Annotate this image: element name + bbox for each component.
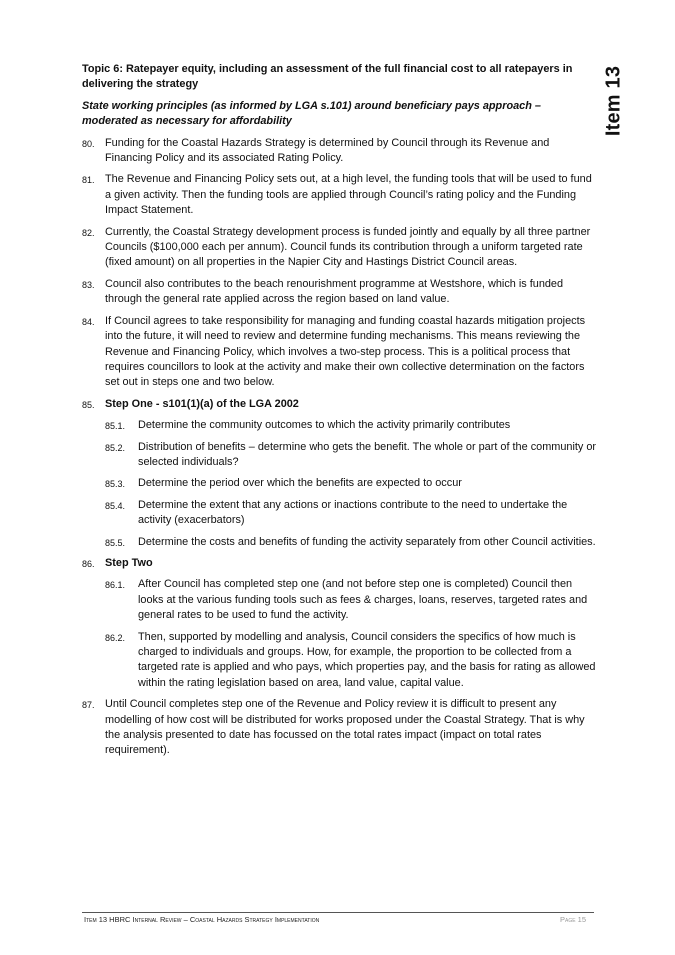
- paragraph-number: 85.2.: [105, 442, 126, 453]
- paragraph-text: Funding for the Coastal Hazards Strategy is determined by Council through its Revenue and Financing Policy and its associated Rating Policy.: [105, 136, 550, 165]
- paragraph-number: 86.2.: [105, 632, 126, 643]
- paragraph-text: Determine the period over which the benefits are expected to occur: [138, 477, 462, 490]
- paragraph-text: Currently, the Coastal Strategy development process is funded jointly and equally by all three partner Councils ($100,000 each per annum). Council funds its contribution through a uniform targeted rate (fixed amount) on all properties in the Napier City and Hastings District Council areas.: [105, 225, 591, 269]
- paragraph-85-4: [82, 498, 597, 529]
- item-side-tab-label: Item 13: [602, 65, 625, 137]
- paragraph-number: 86.: [82, 558, 95, 569]
- paragraph-85-2: [82, 440, 597, 471]
- paragraph-number: 85.4.: [105, 500, 126, 511]
- paragraph-86-1: [82, 577, 597, 623]
- paragraph-85-5: [82, 535, 597, 550]
- paragraph-text: Until Council completes step one of the Revenue and Policy review it is difficult to present any modelling of how cost will be distributed for works proposed under the Coastal Strategy. That is why the analysis presented to date has focussed on the total rates impact (impact on total rates requirement).: [105, 698, 585, 757]
- paragraph-84: [82, 314, 597, 391]
- topic-heading: Topic 6: Ratepayer equity, including an assessment of the full financial cost to all ratepayers in delivering the strategy: [82, 63, 573, 91]
- step-one-heading: Step One - s101(1)(a) of the LGA 2002: [105, 397, 299, 410]
- paragraph-number: 84.: [82, 316, 95, 327]
- paragraph-text: After Council has completed step one (and not before step one is completed) Council then looks at the various funding tools such as fees & charges, loans, reserves, targeted rates and general rates to be used to fund the activity.: [138, 578, 588, 622]
- paragraph-number: 85.5.: [105, 537, 126, 548]
- paragraph-number: 83.: [82, 279, 95, 290]
- paragraph-number: 86.1.: [105, 580, 126, 591]
- paragraph-80: [82, 136, 597, 167]
- paragraph-number: 80.: [82, 138, 95, 149]
- paragraph-85-3: [82, 476, 597, 491]
- paragraph-81: [82, 172, 597, 218]
- paragraph-86-2: [82, 630, 597, 692]
- paragraph-number: 81.: [82, 175, 95, 186]
- paragraph-number: 85.3.: [105, 479, 126, 490]
- topic-subheading: State working principles (as informed by LGA s.101) around beneficiary pays approach – moderated as necessary for affordability: [82, 99, 541, 128]
- document-body: [82, 62, 597, 765]
- paragraph-text: The Revenue and Financing Policy sets out, at a high level, the funding tools that will be used to fund a given activity. Then the funding tools are applied through Council’s rating policy and the Funding Impact Statement.: [105, 173, 592, 217]
- step-two-heading: Step Two: [105, 556, 153, 569]
- paragraph-text: Distribution of benefits – determine who gets the benefit. The whole or part of the community or selected individuals?: [138, 440, 597, 468]
- paragraph-text: If Council agrees to take responsibility for managing and funding coastal hazards mitigation projects into the future, it will need to review and determine funding mechanisms. This means reviewing the Revenue and Financing Policy, which involves a two-step process. This is a political process that requires councillors to look at the activity and make their own collective determination on the factors set out in steps one and two below.: [105, 314, 586, 389]
- paragraph-text: Council also contributes to the beach renourishment programme at Westshore, which is funded through the general rate applied across the region based on land value.: [105, 277, 564, 306]
- paragraph-number: 82.: [82, 227, 95, 238]
- paragraph-86: [82, 556, 597, 571]
- paragraph-82: [82, 225, 597, 271]
- paragraph-number: 85.: [82, 399, 95, 410]
- paragraph-number: 87.: [82, 700, 95, 711]
- paragraph-text: Determine the costs and benefits of funding the activity separately from other Council activities.: [138, 535, 596, 548]
- footer-title: Item 13 HBRC Internal Review – Coastal Hazards Strategy Implementation: [84, 915, 320, 924]
- paragraph-text: Then, supported by modelling and analysis, Council considers the specifics of how much is charged to individuals and groups. How, for example, the proportion to be collected from a targeted rate is applied and who pays, which properties pay, and the basis for rating as allowed within the rating legislation based on area, land value, capital value.: [138, 630, 596, 689]
- paragraph-text: Determine the community outcomes to which the activity primarily contributes: [138, 419, 511, 432]
- footer-page-number: Page 15: [560, 915, 586, 924]
- paragraph-85: [82, 397, 597, 412]
- paragraph-number: 85.1.: [105, 421, 126, 432]
- paragraph-87: [82, 697, 597, 759]
- paragraph-85-1: [82, 418, 597, 433]
- page-footer: [82, 912, 594, 924]
- paragraph-text: Determine the extent that any actions or inactions contribute to the need to undertake the activity (exacerbators): [138, 498, 568, 527]
- paragraph-83: [82, 277, 597, 308]
- item-side-tab: [594, 62, 634, 140]
